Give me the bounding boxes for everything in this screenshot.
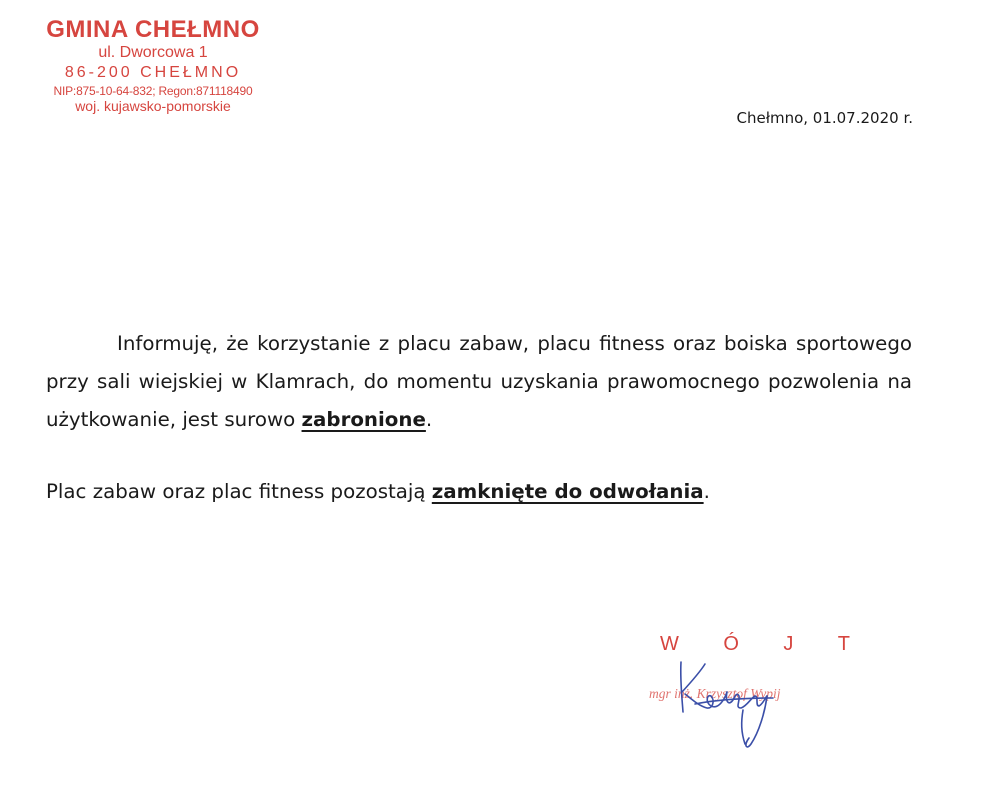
document-date: Chełmno, 01.07.2020 r. <box>736 109 913 127</box>
closure-end: . <box>703 480 710 503</box>
signatory-title-letter: T <box>837 633 850 655</box>
stamp-ids: NIP:875-10-64-832; Regon:871118490 <box>53 84 253 98</box>
closure-text: Plac zabaw oraz plac fitness pozostają <box>46 480 432 503</box>
notice-paragraph <box>46 325 912 439</box>
signatory-title-letter: J <box>783 633 794 655</box>
closure-paragraph <box>46 473 912 511</box>
stamp-street: ul. Dworcowa 1 <box>98 44 208 61</box>
notice-end: . <box>425 408 433 431</box>
stamp-city: 86-200 CHEŁMNO <box>64 64 242 81</box>
notice-text: Informuję, że korzystanie z placu zabaw, placu fitness oraz boiska sportowego przy sali wiejskiej w Klamrach, do momentu uzyskania prawomocnego pozwolenia na użytkowanie, jest surowo <box>46 332 912 431</box>
handwritten-signature-icon <box>655 640 785 755</box>
closed-emphasis: zamknięte do odwołania <box>431 480 704 503</box>
signatory-name: mgr inż. Krzysztof Wypij <box>649 686 781 701</box>
stamp-voivodeship: woj. kujawsko-pomorskie <box>75 98 231 114</box>
stamp-name: GMINA CHEŁMNO <box>46 16 260 43</box>
signatory-title-letter: W <box>660 633 679 655</box>
office-stamp <box>28 18 278 113</box>
signatory-title-letter: Ó <box>723 633 739 655</box>
letter-body <box>46 325 912 511</box>
forbidden-emphasis: zabronione <box>301 408 426 431</box>
